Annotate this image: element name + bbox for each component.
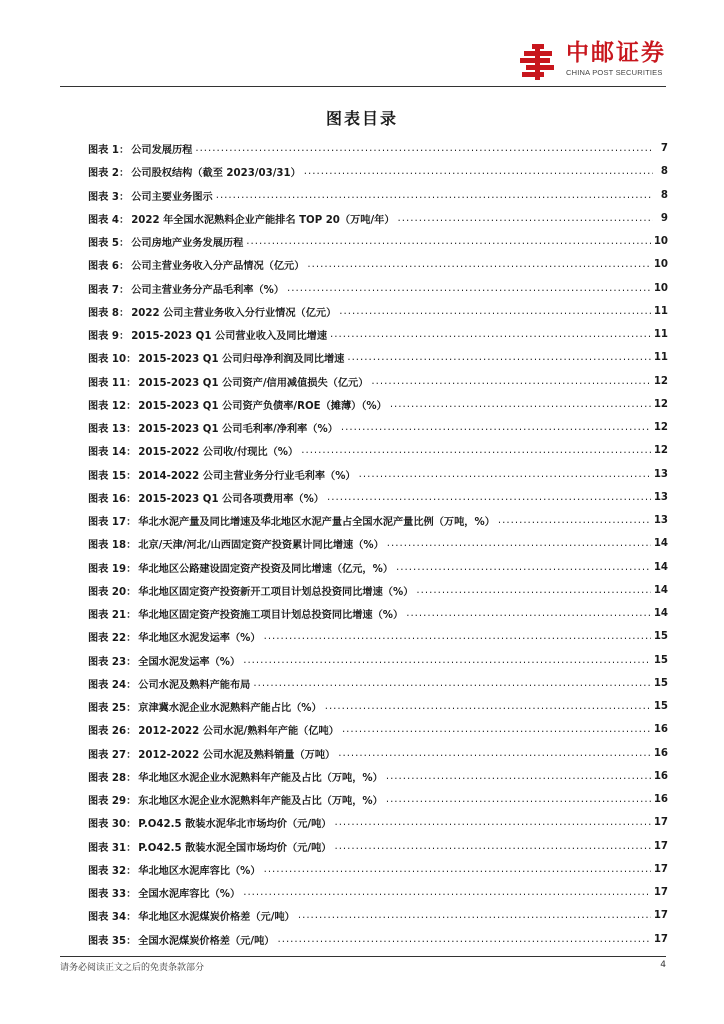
- toc-entry-label: 图表 7：: [88, 284, 130, 296]
- toc-leader-dots: [342, 724, 651, 735]
- toc-entry[interactable]: [88, 811, 668, 834]
- toc-entry-title: 华北地区水泥库容比（%）: [138, 865, 261, 877]
- toc-entry[interactable]: [88, 556, 668, 579]
- toc-entry[interactable]: [88, 230, 668, 253]
- toc-entry-label: 图表 18：: [88, 540, 137, 552]
- toc-entry-title: 东北地区水泥企业水泥熟料年产能及占比（万吨，%）: [138, 796, 383, 808]
- toc-entry-label: 图表 30：: [88, 819, 137, 831]
- company-logo: [518, 40, 666, 84]
- toc-entry-label: 图表 14：: [88, 447, 137, 459]
- toc-leader-dots: [338, 748, 651, 759]
- toc-entry-page: 17: [653, 840, 668, 852]
- toc-entry-title: 华北地区水泥煤炭价格差（元/吨）: [138, 912, 295, 924]
- toc-entry-label: 图表 29：: [88, 796, 137, 808]
- page-title: 图表目录: [325, 109, 398, 128]
- toc-entry[interactable]: [88, 184, 668, 207]
- toc-leader-dots: [327, 492, 651, 503]
- toc-leader-dots: [386, 794, 651, 805]
- toc-entry-title: 2015-2023 Q1 公司营业收入及同比增速: [131, 331, 328, 343]
- toc-leader-dots: [396, 562, 651, 573]
- toc-entry-title: 2015-2023 Q1 公司归母净利润及同比增速: [138, 354, 345, 366]
- toc-entry-page: 15: [653, 631, 668, 643]
- toc-entry[interactable]: [88, 904, 668, 927]
- toc-entry[interactable]: [88, 463, 668, 486]
- toc-entry-title: 2015-2022 公司收/付现比（%）: [138, 447, 299, 459]
- toc-entry-page: 17: [653, 863, 668, 875]
- toc-entry-label: 图表 10：: [88, 354, 137, 366]
- toc-entry-page: 11: [653, 329, 668, 341]
- header-divider: [60, 86, 666, 87]
- toc-leader-dots: [307, 259, 650, 270]
- toc-leader-dots: [334, 841, 650, 852]
- footer-divider: [60, 956, 666, 957]
- toc-entry-page: 7: [660, 143, 668, 155]
- toc-entry-page: 11: [653, 352, 668, 364]
- toc-entry-label: 图表 16：: [88, 493, 137, 505]
- toc-entry-title: 华北地区公路建设固定资产投资及同比增速（亿元，%）: [138, 563, 394, 575]
- toc-entry[interactable]: [88, 579, 668, 602]
- toc-entry[interactable]: [88, 160, 668, 183]
- toc-entry-label: 图表 35：: [88, 935, 137, 947]
- toc-entry-label: 图表 32：: [88, 865, 137, 877]
- toc-entry-label: 图表 31：: [88, 842, 137, 854]
- toc-leader-dots: [330, 329, 651, 340]
- toc-entry-title: 全国水泥煤炭价格差（元/吨）: [138, 935, 275, 947]
- toc-entry-label: 图表 9：: [88, 331, 130, 343]
- china-post-logo-icon: [518, 42, 558, 82]
- toc-entry-label: 图表 34：: [88, 912, 137, 924]
- toc-entry-title: 华北水泥产量及同比增速及华北地区水泥产量占全国水泥产量比例（万吨，%）: [138, 517, 495, 529]
- toc-leader-dots: [243, 655, 651, 666]
- toc-entry[interactable]: [88, 858, 668, 881]
- toc-leader-dots: [498, 515, 651, 526]
- toc-entry-label: 图表 24：: [88, 679, 137, 691]
- toc-entry-label: 图表 27：: [88, 749, 137, 761]
- toc-entry-label: 图表 25：: [88, 703, 137, 715]
- toc-entry-label: 图表 15：: [88, 470, 137, 482]
- toc-entry-page: 12: [653, 445, 668, 457]
- toc-entry-page: 14: [653, 608, 668, 620]
- toc-entry[interactable]: [88, 416, 668, 439]
- toc-entry-page: 14: [653, 584, 668, 596]
- toc-leader-dots: [341, 422, 651, 433]
- footer-disclaimer: 请务必阅读正文之后的免责条款部分: [60, 963, 205, 973]
- toc-entry[interactable]: [88, 509, 668, 532]
- footer-page-number: 4: [660, 960, 666, 970]
- toc-entry-label: 图表 21：: [88, 610, 137, 622]
- toc-leader-dots: [264, 864, 651, 875]
- toc-entry-page: 16: [653, 770, 668, 782]
- toc-entry-page: 14: [653, 561, 668, 573]
- toc-entry[interactable]: [88, 835, 668, 858]
- toc-leader-dots: [253, 678, 650, 689]
- toc-leader-dots: [264, 631, 651, 642]
- toc-entry-title: 2012-2022 公司水泥及熟料销量（万吨）: [138, 749, 336, 761]
- toc-entry[interactable]: [88, 602, 668, 625]
- toc-entry[interactable]: [88, 718, 668, 741]
- toc-entry-label: 图表 19：: [88, 563, 137, 575]
- toc-entry-title: 华北地区水泥企业水泥熟料年产能及占比（万吨，%）: [138, 772, 383, 784]
- toc-entry-page: 14: [653, 538, 668, 550]
- toc-entry-title: P.O42.5 散装水泥华北市场均价（元/吨）: [138, 819, 332, 831]
- toc-entry[interactable]: [88, 649, 668, 672]
- toc-entry-label: 图表 22：: [88, 633, 137, 645]
- toc-entry-page: 8: [660, 189, 668, 201]
- toc-entry-page: 10: [653, 259, 668, 271]
- toc-leader-dots: [359, 469, 651, 480]
- toc-entry-label: 图表 23：: [88, 656, 137, 668]
- toc-entry[interactable]: [88, 695, 668, 718]
- toc-entry-title: 2022 年全国水泥熟料企业产能排名 TOP 20（万吨/年）: [131, 214, 395, 226]
- toc-entry-label: 图表 17：: [88, 517, 137, 529]
- toc-entry-title: 公司主要业务图示: [131, 191, 213, 203]
- toc-entry[interactable]: [88, 393, 668, 416]
- toc-entry[interactable]: [88, 323, 668, 346]
- table-of-figures: [88, 137, 668, 951]
- toc-leader-dots: [347, 352, 650, 363]
- toc-entry-label: 图表 3：: [88, 191, 130, 203]
- toc-entry-label: 图表 8：: [88, 307, 130, 319]
- toc-entry-label: 图表 5：: [88, 238, 130, 250]
- toc-entry-title: 华北地区水泥发运率（%）: [138, 633, 261, 645]
- toc-leader-dots: [216, 190, 653, 201]
- toc-entry-title: 全国水泥库容比（%）: [138, 889, 241, 901]
- toc-leader-dots: [246, 236, 651, 247]
- toc-entry-page: 13: [653, 468, 668, 480]
- toc-entry-label: 图表 26：: [88, 726, 137, 738]
- toc-entry-title: 华北地区固定资产投资施工项目计划总投资同比增速（%）: [138, 610, 404, 622]
- toc-leader-dots: [406, 608, 651, 619]
- toc-leader-dots: [371, 376, 650, 387]
- toc-leader-dots: [339, 306, 651, 317]
- toc-entry-label: 图表 28：: [88, 772, 137, 784]
- toc-entry-title: 2014-2022 公司主营业务分行业毛利率（%）: [138, 470, 356, 482]
- toc-entry[interactable]: [88, 765, 668, 788]
- toc-entry[interactable]: [88, 532, 668, 555]
- toc-entry[interactable]: [88, 625, 668, 648]
- toc-entry-title: 公司主营业务收入分产品情况（亿元）: [131, 261, 305, 273]
- toc-entry-label: 图表 4：: [88, 214, 130, 226]
- toc-entry-page: 17: [653, 887, 668, 899]
- toc-entry-title: 华北地区固定资产投资新开工项目计划总投资同比增速（%）: [138, 586, 414, 598]
- toc-entry-page: 15: [653, 654, 668, 666]
- toc-entry-page: 12: [653, 375, 668, 387]
- toc-entry[interactable]: [88, 137, 668, 160]
- toc-leader-dots: [298, 910, 651, 921]
- toc-leader-dots: [287, 283, 651, 294]
- toc-entry[interactable]: [88, 742, 668, 765]
- toc-entry[interactable]: [88, 346, 668, 369]
- toc-entry-title: 全国水泥发运率（%）: [138, 656, 241, 668]
- toc-entry[interactable]: [88, 207, 668, 230]
- toc-entry-page: 17: [653, 933, 668, 945]
- toc-leader-dots: [243, 887, 651, 898]
- toc-leader-dots: [398, 213, 653, 224]
- toc-entry-label: 图表 13：: [88, 424, 137, 436]
- toc-leader-dots: [277, 934, 650, 945]
- toc-entry-title: 2015-2023 Q1 公司资产负债率/ROE（摊薄）（%）: [138, 400, 387, 412]
- toc-entry-page: 13: [653, 491, 668, 503]
- toc-entry-title: 北京/天津/河北/山西固定资产投资累计同比增速（%）: [138, 540, 384, 552]
- logo-chinese-name: 中邮证券: [566, 40, 666, 66]
- toc-entry-page: 16: [653, 747, 668, 759]
- toc-leader-dots: [325, 701, 651, 712]
- toc-entry-page: 16: [653, 724, 668, 736]
- toc-entry-page: 16: [653, 794, 668, 806]
- toc-leader-dots: [334, 817, 650, 828]
- toc-entry-page: 11: [653, 305, 668, 317]
- toc-entry-title: P.O42.5 散装水泥全国市场均价（元/吨）: [138, 842, 332, 854]
- toc-entry[interactable]: [88, 672, 668, 695]
- toc-entry-label: 图表 6：: [88, 261, 130, 273]
- toc-entry-page: 12: [653, 398, 668, 410]
- toc-entry[interactable]: [88, 300, 668, 323]
- toc-entry-title: 2012-2022 公司水泥/熟料年产能（亿吨）: [138, 726, 339, 738]
- toc-entry-page: 10: [653, 282, 668, 294]
- logo-english-name: CHINA POST SECURITIES: [566, 68, 663, 77]
- toc-entry-title: 公司发展历程: [131, 145, 193, 157]
- toc-entry-label: 图表 33：: [88, 889, 137, 901]
- toc-entry-label: 图表 2：: [88, 168, 130, 180]
- toc-entry-page: 17: [653, 910, 668, 922]
- toc-entry[interactable]: [88, 928, 668, 951]
- toc-entry-page: 9: [660, 212, 668, 224]
- toc-entry-page: 15: [653, 701, 668, 713]
- toc-entry-title: 2022 公司主营业务收入分行业情况（亿元）: [131, 307, 337, 319]
- toc-entry-label: 图表 12：: [88, 400, 137, 412]
- toc-entry-page: 13: [653, 515, 668, 527]
- toc-leader-dots: [195, 143, 653, 154]
- toc-entry-page: 17: [653, 817, 668, 829]
- toc-entry[interactable]: [88, 486, 668, 509]
- toc-entry-page: 15: [653, 677, 668, 689]
- toc-entry-title: 公司房地产业务发展历程: [131, 238, 244, 250]
- toc-entry-title: 2015-2023 Q1 公司各项费用率（%）: [138, 493, 324, 505]
- toc-leader-dots: [416, 585, 650, 596]
- toc-entry-page: 8: [660, 166, 668, 178]
- toc-entry-title: 2015-2023 Q1 公司资产/信用减值损失（亿元）: [138, 377, 369, 389]
- toc-entry-page: 12: [653, 422, 668, 434]
- toc-entry[interactable]: [88, 277, 668, 300]
- toc-entry-label: 图表 11：: [88, 377, 137, 389]
- toc-entry-title: 2015-2023 Q1 公司毛利率/净利率（%）: [138, 424, 338, 436]
- toc-entry[interactable]: [88, 881, 668, 904]
- toc-entry-title: 公司股权结构（截至 2023/03/31）: [131, 168, 301, 180]
- toc-leader-dots: [390, 399, 651, 410]
- toc-entry-title: 公司水泥及熟料产能布局: [138, 679, 251, 691]
- toc-leader-dots: [301, 445, 651, 456]
- toc-entry-page: 10: [653, 236, 668, 248]
- toc-leader-dots: [304, 166, 653, 177]
- toc-entry-label: 图表 1：: [88, 145, 130, 157]
- toc-entry[interactable]: [88, 253, 668, 276]
- toc-entry-title: 京津冀水泥企业水泥熟料产能占比（%）: [138, 703, 322, 715]
- toc-entry[interactable]: [88, 788, 668, 811]
- toc-entry-label: 图表 20：: [88, 586, 137, 598]
- toc-entry[interactable]: [88, 439, 668, 462]
- toc-leader-dots: [386, 771, 651, 782]
- toc-entry[interactable]: [88, 370, 668, 393]
- toc-entry-title: 公司主营业务分产品毛利率（%）: [131, 284, 285, 296]
- toc-leader-dots: [387, 538, 651, 549]
